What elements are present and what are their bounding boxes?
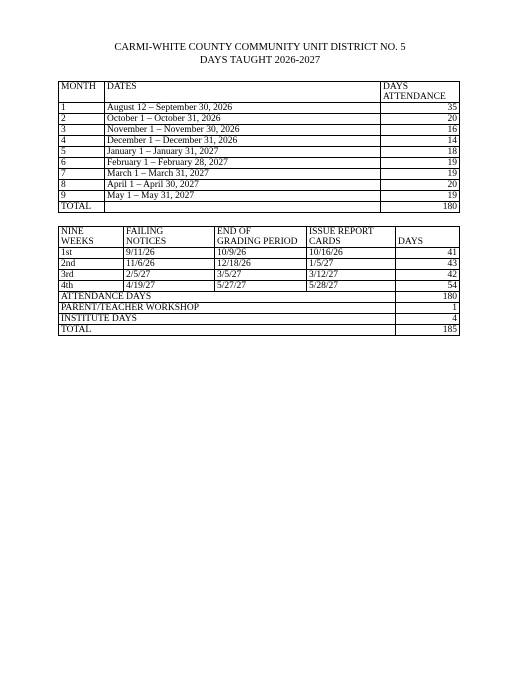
header-end-grading-period — [215, 227, 307, 248]
days-cell: 35 — [381, 103, 460, 114]
header-failing-notices — [124, 227, 215, 248]
header-days: DAYS — [396, 227, 460, 248]
table-row — [59, 147, 460, 158]
month-cell: 8 — [59, 180, 105, 191]
days-cell: 54 — [396, 281, 460, 292]
table-row — [59, 114, 460, 125]
period-cell: 1st — [59, 248, 124, 259]
month-cell: 5 — [59, 147, 105, 158]
summary-value: 185 — [396, 325, 460, 336]
days-cell: 20 — [381, 114, 460, 125]
table-row — [59, 180, 460, 191]
header-issue-report-cards — [307, 227, 396, 248]
days-cell: 41 — [396, 248, 460, 259]
days-cell: 14 — [381, 136, 460, 147]
table-row — [59, 248, 460, 259]
dates-cell: November 1 – November 30, 2026 — [105, 125, 381, 136]
table-row — [59, 191, 460, 202]
dates-cell: August 12 – September 30, 2026 — [105, 103, 381, 114]
issue-cell: 10/16/26 — [307, 248, 396, 259]
days-cell: 42 — [396, 270, 460, 281]
end-cell: 10/9/26 — [215, 248, 307, 259]
header-issue-line1: ISSUE REPORT — [309, 227, 374, 237]
header-month: MONTH — [59, 82, 105, 103]
month-cell: 1 — [59, 103, 105, 114]
end-cell: 3/5/27 — [215, 270, 307, 281]
month-cell: 6 — [59, 158, 105, 169]
end-cell: 12/18/26 — [215, 259, 307, 270]
header-dates: DATES — [105, 82, 381, 103]
table-row — [59, 103, 460, 114]
header-nine-line1: NINE — [61, 227, 84, 237]
table-row — [59, 281, 460, 292]
table-row — [59, 259, 460, 270]
summary-value: 180 — [396, 292, 460, 303]
month-cell: 4 — [59, 136, 105, 147]
header-days-attendance-line1: DAYS — [383, 82, 408, 92]
table-row — [59, 136, 460, 147]
table-row — [59, 270, 460, 281]
title-district: CARMI-WHITE COUNTY COMMUNITY UNIT DISTRICT NO. 5 — [114, 42, 406, 53]
month-cell: 2 — [59, 114, 105, 125]
header-nine-line2: WEEKS — [61, 237, 94, 247]
dates-cell: January 1 – January 31, 2027 — [105, 147, 381, 158]
month-cell: 9 — [59, 191, 105, 202]
summary-label: TOTAL — [59, 325, 396, 336]
issue-cell: 1/5/27 — [307, 259, 396, 270]
total-label: TOTAL — [59, 202, 105, 213]
table-row — [59, 158, 460, 169]
month-cell: 7 — [59, 169, 105, 180]
nine-weeks-table — [58, 226, 460, 336]
issue-cell: 5/28/27 — [307, 281, 396, 292]
month-cell: 3 — [59, 125, 105, 136]
title-days-taught: DAYS TAUGHT 2026-2027 — [199, 55, 321, 66]
document-title — [0, 41, 520, 67]
header-failing-line2: NOTICES — [126, 237, 167, 247]
days-cell: 19 — [381, 158, 460, 169]
failing-cell: 11/6/26 — [124, 259, 215, 270]
days-cell: 20 — [381, 180, 460, 191]
period-cell: 2nd — [59, 259, 124, 270]
header-days-attendance-line2: ATTENDANCE — [383, 92, 446, 102]
summary-label: ATTENDANCE DAYS — [59, 292, 396, 303]
header-issue-line2: CARDS — [309, 237, 341, 247]
summary-row-total — [59, 325, 460, 336]
summary-row-workshop — [59, 303, 460, 314]
summary-row-institute — [59, 314, 460, 325]
total-value: 180 — [381, 202, 460, 213]
nine-weeks-header-row — [59, 227, 460, 248]
days-cell: 19 — [381, 191, 460, 202]
days-cell: 43 — [396, 259, 460, 270]
header-end-line1: END OF — [217, 227, 252, 237]
dates-cell: October 1 – October 31, 2026 — [105, 114, 381, 125]
summary-value: 4 — [396, 314, 460, 325]
summary-label: INSTITUTE DAYS — [59, 314, 396, 325]
failing-cell: 4/19/27 — [124, 281, 215, 292]
table-row — [59, 125, 460, 136]
days-taught-table — [58, 81, 460, 213]
dates-cell: March 1 – March 31, 2027 — [105, 169, 381, 180]
summary-row-attendance — [59, 292, 460, 303]
header-nine-weeks — [59, 227, 124, 248]
header-days-attendance — [381, 82, 460, 103]
summary-label: PARENT/TEACHER WORKSHOP — [59, 303, 396, 314]
dates-cell: May 1 – May 31, 2027 — [105, 191, 381, 202]
total-row — [59, 202, 460, 213]
header-failing-line1: FAILING — [126, 227, 164, 237]
days-cell: 16 — [381, 125, 460, 136]
days-cell: 18 — [381, 147, 460, 158]
dates-cell: December 1 – December 31, 2026 — [105, 136, 381, 147]
summary-value: 1 — [396, 303, 460, 314]
failing-cell: 2/5/27 — [124, 270, 215, 281]
issue-cell: 3/12/27 — [307, 270, 396, 281]
header-end-line2: GRADING PERIOD — [217, 237, 298, 247]
total-empty-cell — [105, 202, 381, 213]
days-table-header-row — [59, 82, 460, 103]
failing-cell: 9/11/26 — [124, 248, 215, 259]
days-cell: 19 — [381, 169, 460, 180]
period-cell: 4th — [59, 281, 124, 292]
period-cell: 3rd — [59, 270, 124, 281]
dates-cell: February 1 – February 28, 2027 — [105, 158, 381, 169]
end-cell: 5/27/27 — [215, 281, 307, 292]
table-row — [59, 169, 460, 180]
dates-cell: April 1 – April 30, 2027 — [105, 180, 381, 191]
